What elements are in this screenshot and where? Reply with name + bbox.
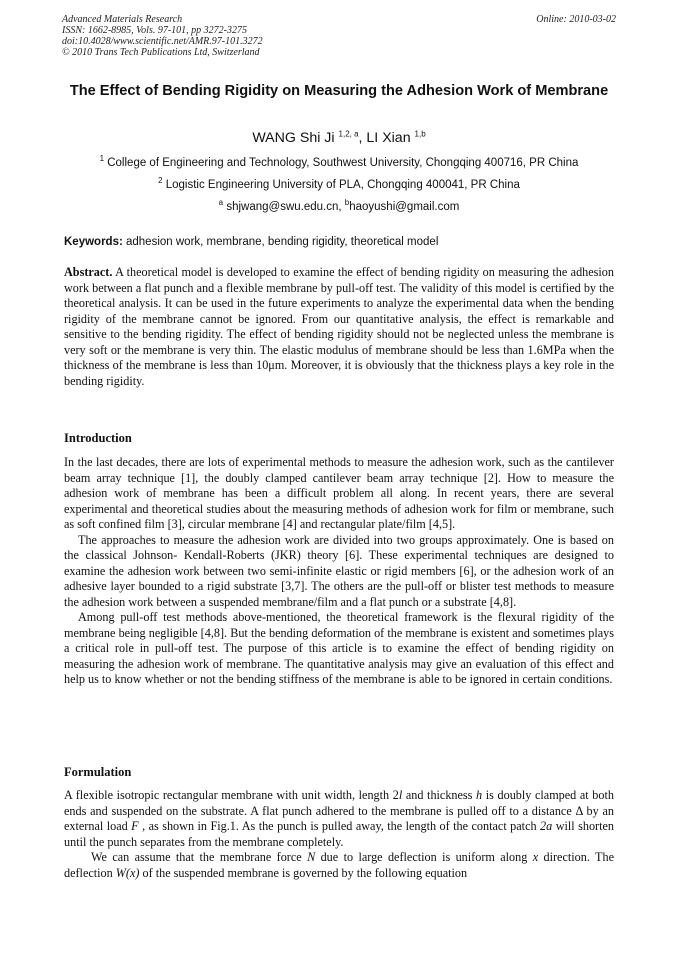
email-a: shjwang@swu.edu.cn, [226,201,345,213]
formulation-heading: Formulation [64,765,132,779]
affiliation-1-text: College of Engineering and Technology, Southwest University, Chongqing 400716, PR China [107,157,579,169]
affiliation-1-number: 1 [99,154,105,164]
formulation-body [64,788,614,881]
author-1: WANG Shi Ji [252,130,335,146]
paper-title: The Effect of Bending Rigidity on Measuring the Adhesion Work of Membrane [69,83,609,99]
keywords-text: adhesion work, membrane, bending rigidity, theoretical model [126,236,439,248]
author-2-affiliation: 1,b [414,129,426,139]
affiliation-2 [64,176,614,191]
intro-paragraph-3: Among pull-off test methods above-mentioned, the theoretical framework is the flexural rigidity of the membrane being negligible [4,8]. But the bending deformation of the membrane is existent and sometimes plays a critical role in pull-off test. The purpose of this article is to examine the effect of bending rigidity on measuring the adhesion work of membrane. The quantitative analysis may give an evaluation of this effect and help us to know whether or not the bending stiffness of the membrane is able to be ignored in certain conditions. [64,610,614,686]
journal-name: Advanced Materials Research [62,14,183,25]
author-line [64,130,614,146]
abstract-label: Abstract. [64,265,113,279]
intro-paragraph-1: In the last decades, there are lots of experimental methods to measure the adhesion work, such as the cantilever beam array technique [1], the doubly clamped cantilever beam array technique [2]. How to measure the adhesion work of membrane has been a difficult problem all along. In recent years, there are several experimental and theoretical studies about the measuring methods of adhesion work for film or membrane, such as soft confined film [3], circular membrane [4] and rectangular plate/film [4,5]. [64,455,614,531]
keywords [64,236,618,248]
affiliation-2-number: 2 [158,176,163,186]
issn: ISSN: 1662-8985, Vols. 97-101, pp 3272-3275 [62,25,247,36]
formulation-paragraph-1: A flexible isotropic rectangular membrane with unit width, length 2l and thickness h is doubly clamped at both ends and suspended on the substrate. A flat punch adhered to the membrane is pulled off to a distance Δ by an external load F , as shown in Fig.1. As the punch is pulled away, the length of the contact patch 2a will shorten until the punch separates from the membrane completely. [64,788,615,849]
abstract [64,265,614,389]
introduction-body [64,455,614,688]
author-2: LI Xian [366,130,411,146]
affiliation-2-text: Logistic Engineering University of PLA, Chongqing 400041, PR China [165,179,520,191]
affiliation-1 [64,154,614,169]
introduction-heading: Introduction [64,431,132,445]
intro-paragraph-2: The approaches to measure the adhesion work are divided into two groups approximately. One is based on the classical Johnson- Kendall-Roberts (JKR) theory [6]. These experimental techniques are designed to examine the adhesion work between two semi-infinite elastic or rigid members [6], or the adhesion work of an adhesive layer bounded to a rigid substrate [3,7]. The others are the pull-off or blister test methods to measure the adhesion work between a suspended membrane/film and a flat punch or a substrate [4,8]. [64,532,614,609]
email-a-marker: a [218,198,224,208]
author-separator: , [358,130,367,146]
author-1-affiliation: 1,2, a [338,129,359,139]
email-b: haoyushi@gmail.com [349,201,460,213]
online-date: Online: 2010-03-02 [536,14,616,25]
abstract-text: A theoretical model is developed to examine the effect of bending rigidity on measuring the adhesion work between a flat punch and a flexible membrane by pull-off test. The validity of this model is certified by the theoretical analysis. It can be used in the future experiments to analyze the experimental data when the bending rigidity of the membrane cannot be ignored. From our quantitative analysis, the effect is remarkable and sensitive to the bending rigidity. The effect of bending rigidity should not be neglected unless the membrane is very soft or the membrane is very thin. The elastic modulus of membrane should be less than 1.6MPa when the thickness of the membrane is less than 10μm. Moreover, it is obviously that the thickness plays a key role in the bending rigidity. [64,265,614,388]
email-b-marker: b [344,198,350,208]
formulation-paragraph-2: We can assume that the membrane force N due to large deflection is uniform along x direction. The deflection W(x) of the suspended membrane is governed by the following equation [64,850,614,880]
journal-header [62,14,616,58]
keywords-label: Keywords: [64,236,123,248]
copyright: © 2010 Trans Tech Publications Ltd, Switzerland [62,47,260,58]
doi: doi:10.4028/www.scientific.net/AMR.97-101.3272 [62,36,263,47]
email-line [64,198,614,213]
